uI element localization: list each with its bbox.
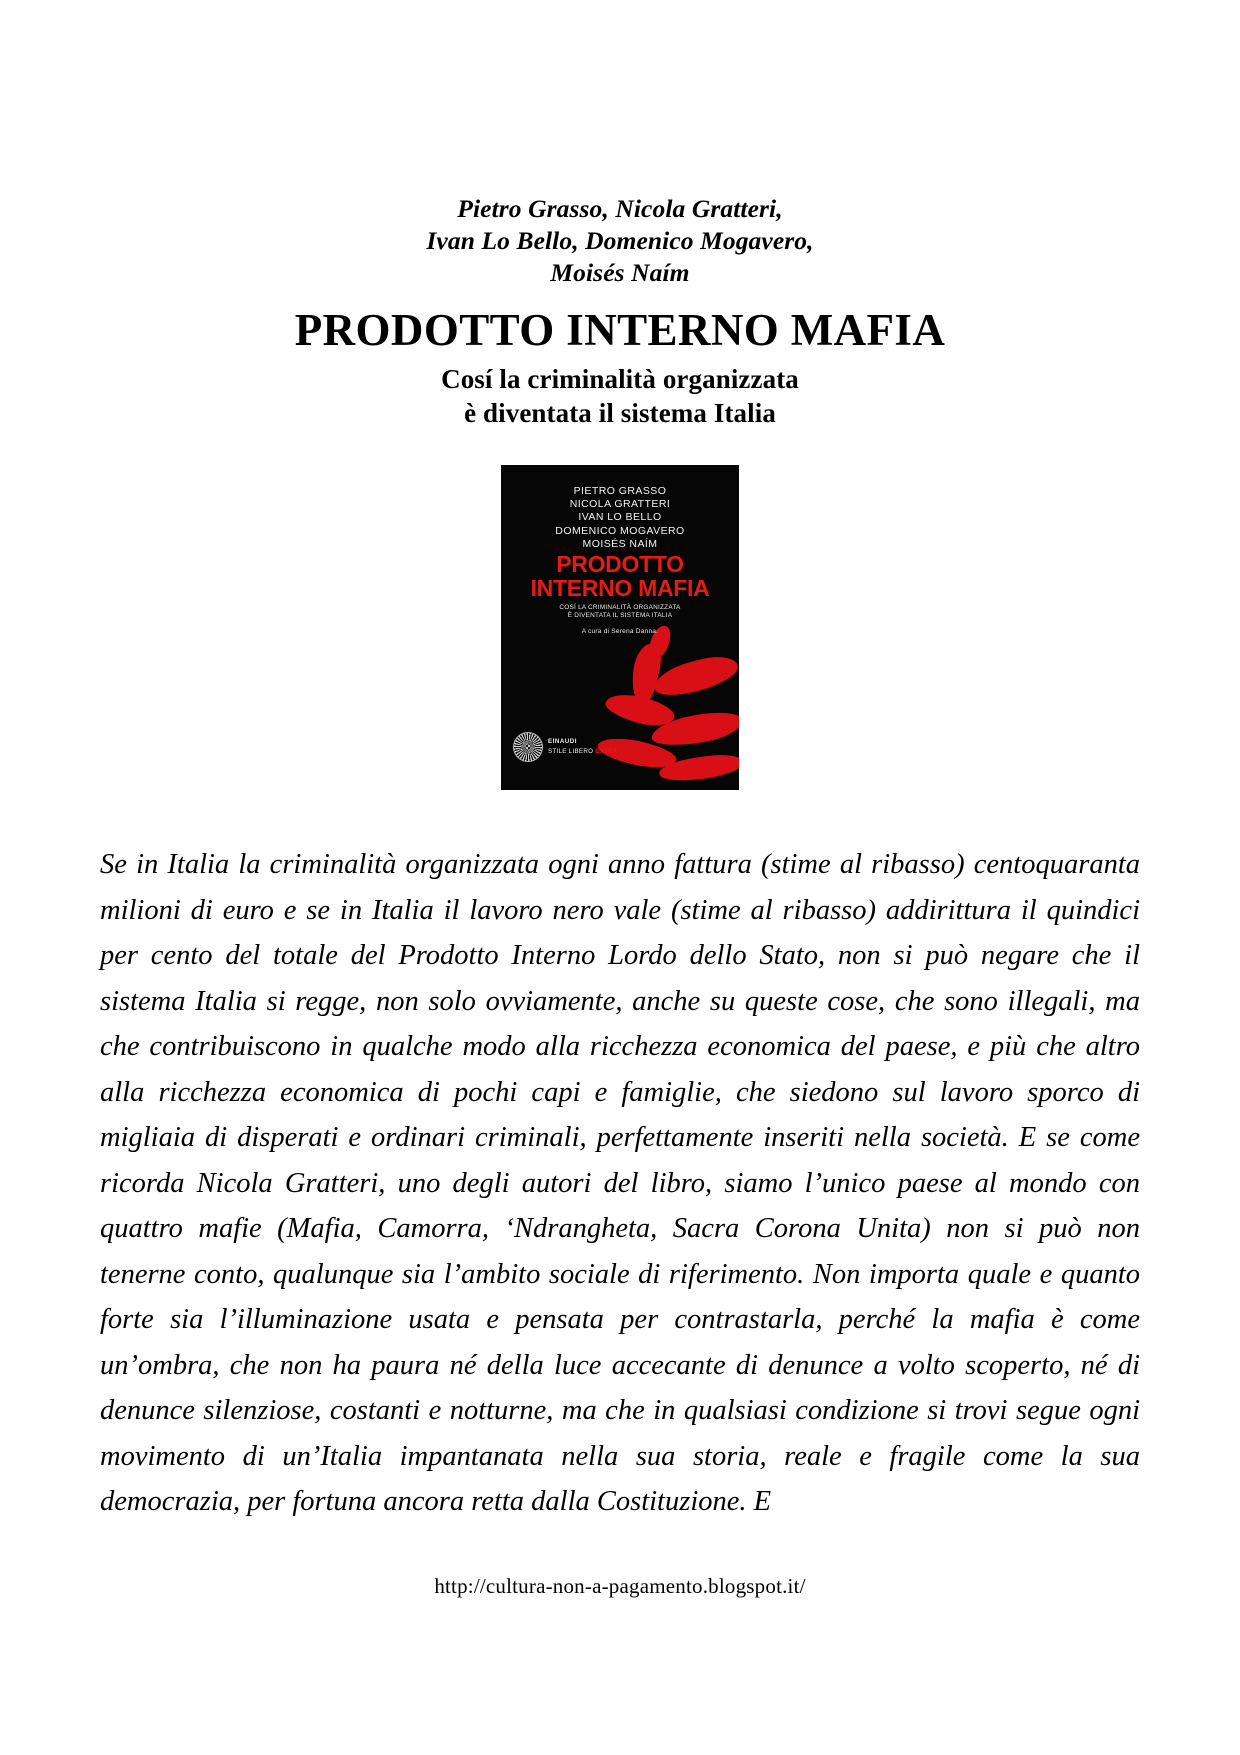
cover-subtitle-line-2: È DIVENTATA IL SISTEMA ITALIA [567, 612, 673, 620]
page-title: PRODOTTO INTERNO MAFIA [294, 305, 946, 355]
cover-title-line-2: INTERNO MAFIA [530, 574, 710, 601]
cover-curator-credit: A cura di Serena Danna. [581, 628, 659, 635]
cover-author-4: DOMENICO MOGAVERO [555, 524, 685, 537]
imprint-label: STILE LIBERO [548, 748, 596, 755]
cover-subtitle-line-1: COSÍ LA CRIMINALITÀ ORGANIZZATA [559, 604, 681, 611]
cover-author-3: IVAN LO BELLO [578, 511, 662, 524]
cover-subtitle [501, 604, 739, 621]
subtitle-line-1: Cosí la criminalità organizzata [441, 364, 799, 394]
cover-author-1: PIETRO GRASSO [573, 485, 667, 497]
subtitle-line-2: è diventata il sistema Italia [464, 398, 776, 428]
einaudi-ostrich-icon [513, 732, 543, 762]
cover-author-list [501, 485, 739, 551]
cover-title-line-1: PRODOTTO [556, 551, 684, 577]
cover-author-5: MOISÉS NAÍM [582, 537, 658, 550]
publisher-name: EINAUDI [548, 738, 577, 745]
footer-url: http://cultura-non-a-pagamento.blogspot.it/ [434, 1574, 806, 1598]
author-line-1: Pietro Grasso, Nicola Gratteri, [457, 194, 783, 223]
author-line-2: Ivan Lo Bello, Domenico Mogavero, [426, 226, 814, 255]
imprint-name [548, 748, 618, 756]
cover-title [501, 553, 739, 600]
book-cover-image [501, 465, 739, 790]
publisher-logo-group [513, 732, 618, 762]
publisher-logo-text [548, 738, 618, 756]
document-header [0, 0, 1240, 430]
cover-author-2: NICOLA GRATTERI [569, 498, 671, 511]
author-line-3: Moisés Naím [550, 258, 690, 287]
book-cover-figure [0, 465, 1240, 790]
body-paragraph: Se in Italia la criminalità organizzata ogni anno fattura (stime al ribasso) centoquaranta milioni di euro e se in Italia il lavoro nero vale (stime al ribasso) addirittura il quindici per cento del totale del Prodotto Interno Lordo dello Stato, non si può negare che il sistema Italia si regge, non solo ovviamente, anche su queste cose, che sono illegali, ma che contribuiscono in qualche modo alla ricchezza economica del paese, e più che altro alla ricchezza economica di pochi capi e famiglie, che siedono sul lavoro sporco di migliaia di disperati e ordinari criminali, perfettamente inseriti nella società. E se come ricorda Nicola Gratteri, uno degli autori del libro, siamo l’unico paese al mondo con quattro mafie (Mafia, Camorra, ‘Ndrangheta, Sacra Corona Unita) non si può non tenerne conto, qualunque sia l’ambito sociale di riferimento. Non importa quale e quanto forte sia l’illuminazione usata e pensata per contrastarla, perché la mafia è come un’ombra, che non ha paura né della luce accecante di denunce a volto scoperto, né di denunce silenziose, costanti e notturne, ma che in qualsiasi condizione si trovi segue ogni movimento di un’Italia impantanata nella sua storia, reale e fragile come la sua democrazia, per fortuna ancora retta dalla Costituzione. E [100, 849, 1140, 1517]
imprint-extra-label: EXTRA [595, 748, 618, 755]
red-ribbon-shape [651, 651, 739, 701]
